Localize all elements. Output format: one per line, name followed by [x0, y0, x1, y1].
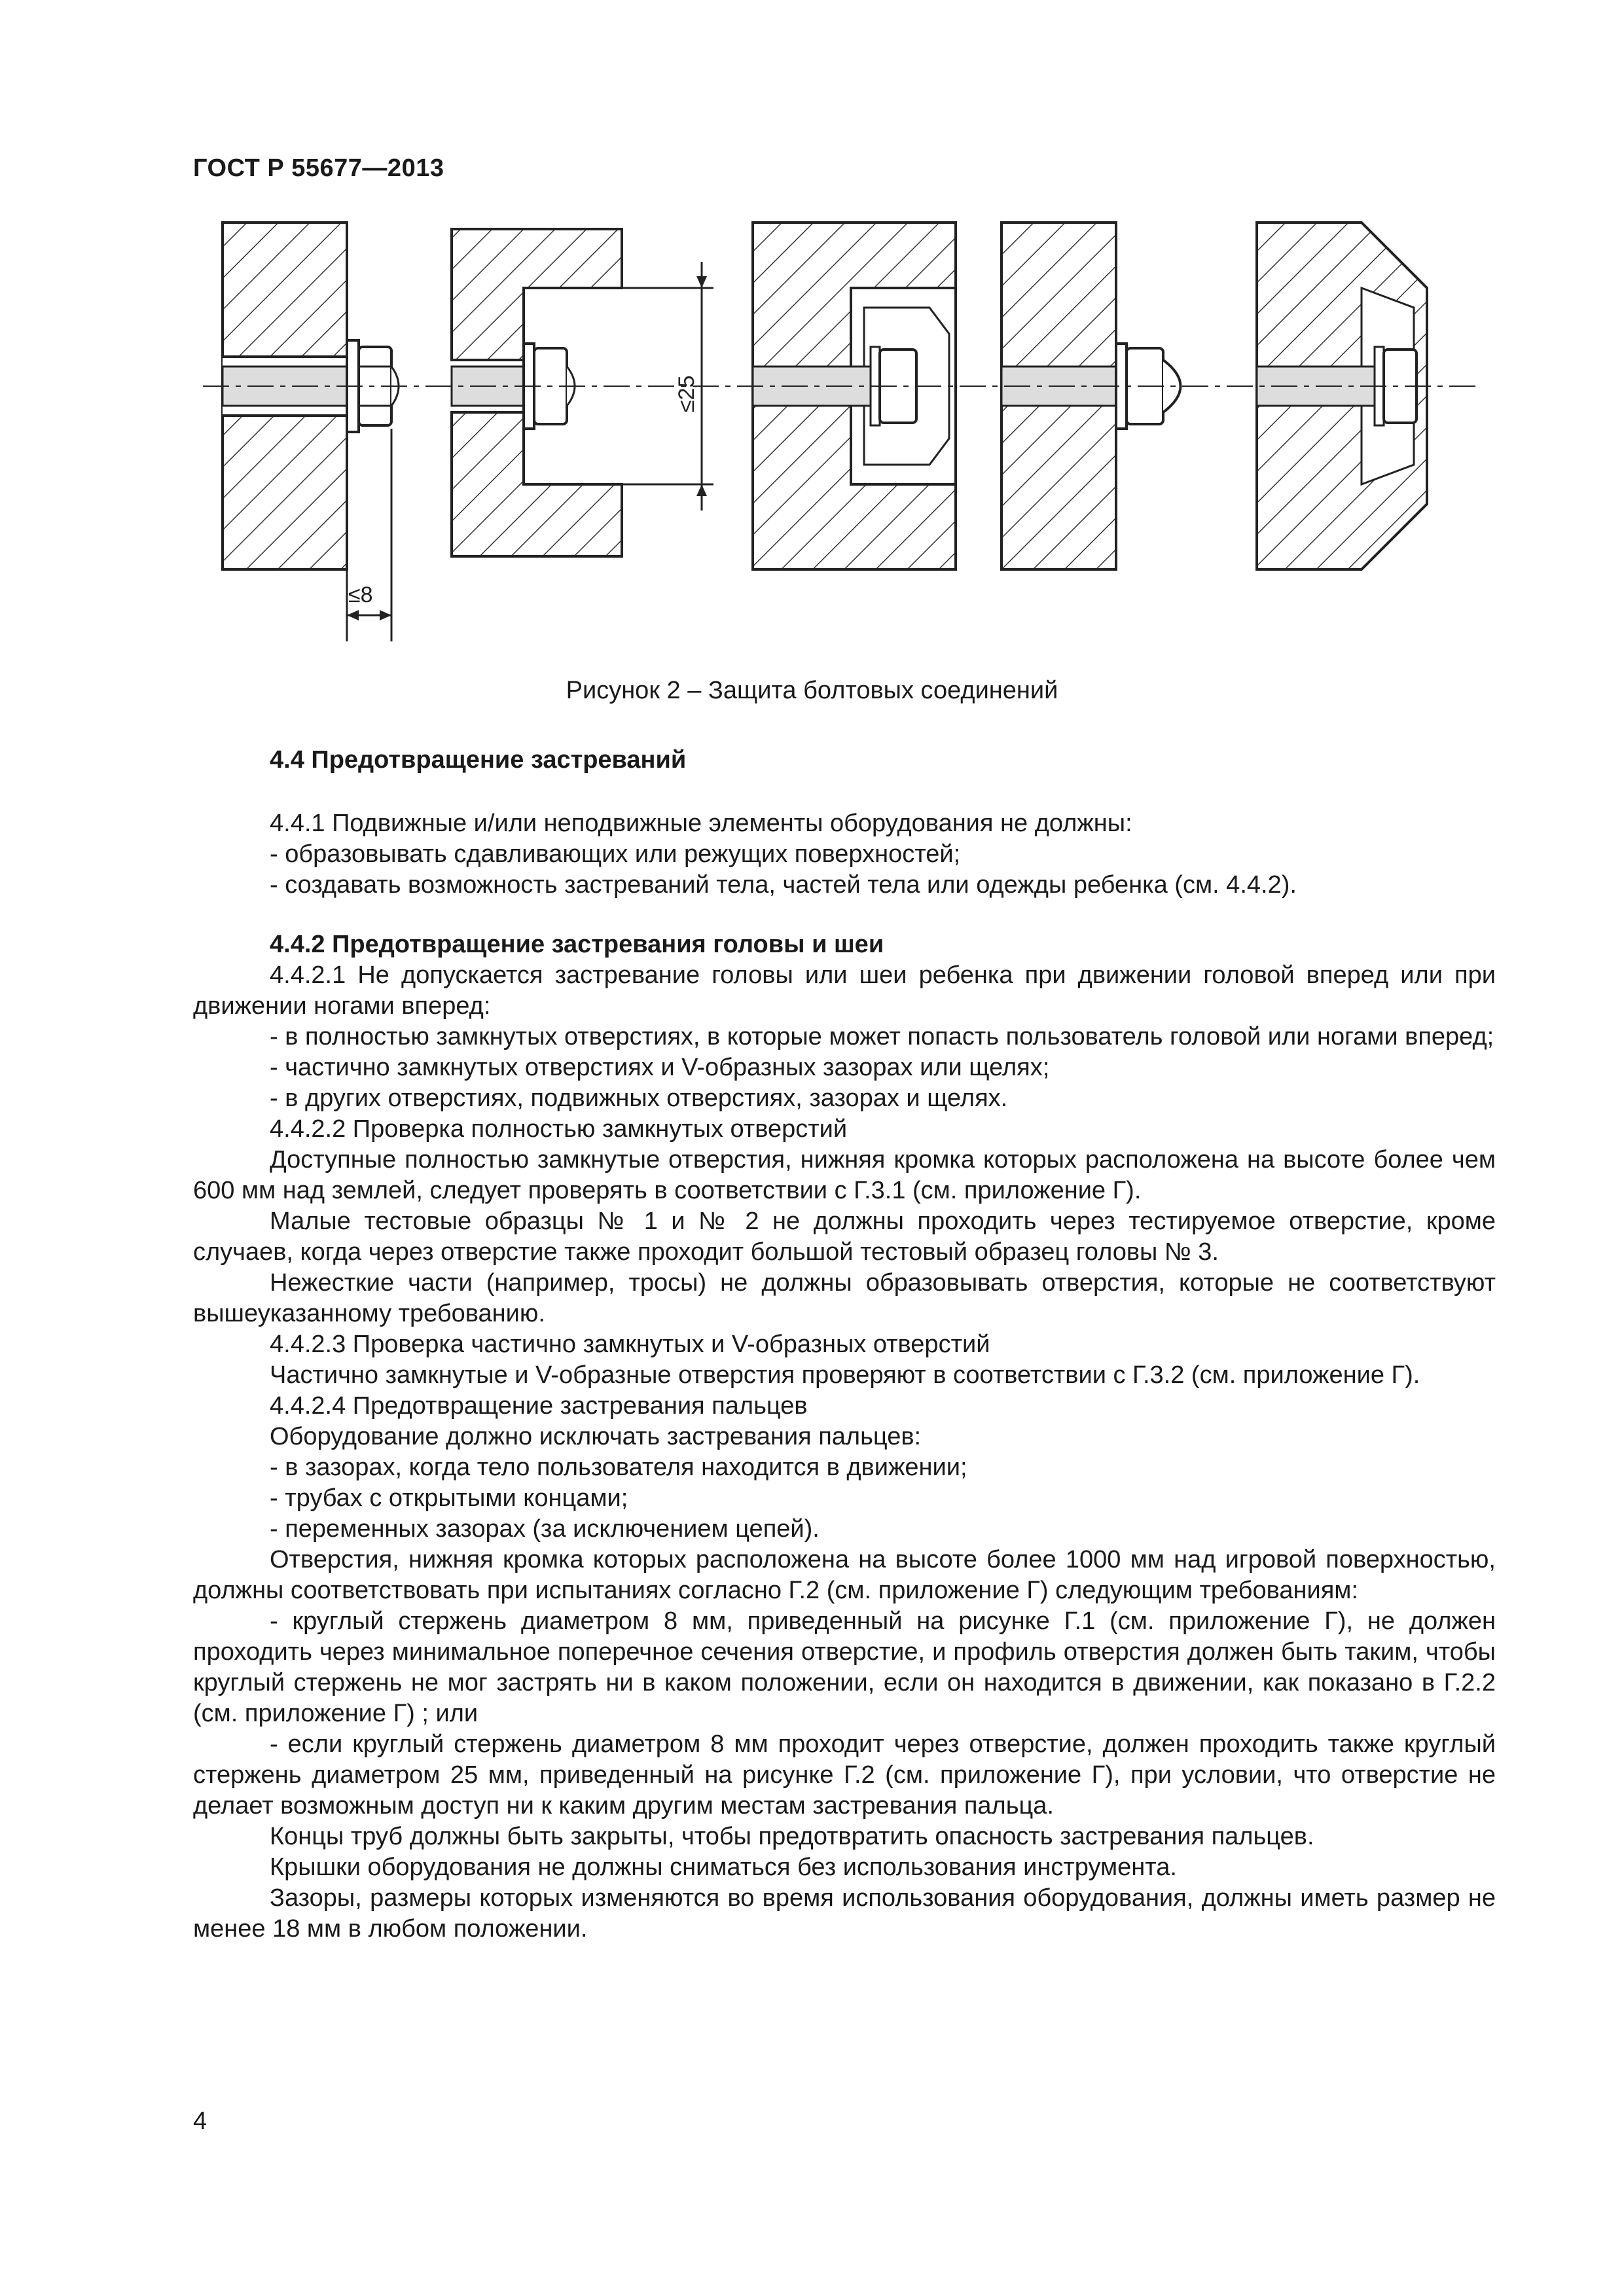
paragraph: - трубах с открытыми концами;: [270, 1484, 628, 1512]
section-4-4-2-body: [193, 929, 1496, 1945]
paragraph: Малые тестовые образцы № 1 и № 2 не должны проходить через тестируемое отверстие, кроме случаев, когда через отверстие также проходит большой тестовый образец головы № 3.: [193, 1208, 1496, 1266]
paragraph: - в полностью замкнутых отверстиях, в которые может попасть пользователь головой или ногами вперед;: [270, 1023, 1494, 1050]
paragraph: Нежесткие части (например, тросы) не должны образовывать отверстия, которые не соответствуют вышеуказанному требованию.: [193, 1269, 1496, 1327]
paragraph: - создавать возможность застреваний тела, частей тела или одежды ребенка (см. 4.4.2).: [270, 871, 1297, 899]
dim-label-middle: ≤25: [674, 375, 699, 412]
paragraph: Зазоры, размеры которых изменяются во время использования оборудования, должны иметь размер не менее 18 мм в любом положении.: [193, 1884, 1496, 1943]
paragraph: 4.4.2.4 Предотвращение застревания пальцев: [270, 1392, 808, 1420]
document-header: ГОСТ Р 55677—2013: [193, 154, 444, 182]
paragraph: - в других отверстиях, подвижных отверстиях, зазорах и щелях.: [270, 1085, 1008, 1112]
bolt-panel-2: [452, 229, 713, 556]
bolt-panel-1: [223, 223, 399, 641]
paragraph: - круглый стержень диаметром 8 мм, приведенный на рисунке Г.1 (см. приложение Г), не должен проходить через минимальное поперечное сечения отверстие, и профиль отверстия должен быть таким, чтобы круглый стержень не мог застрять ни в каком положении, если он находится в движении, как показано в Г.2.2 (см. приложение Г) ; или: [193, 1607, 1496, 1727]
paragraph: 4.4.2.2 Проверка полностью замкнутых отверстий: [270, 1115, 848, 1143]
paragraph: 4.4.2.3 Проверка частично замкнутых и V-образных отверстий: [270, 1331, 990, 1358]
paragraph: Отверстия, нижняя кромка которых расположена на высоте более 1000 мм над игровой поверхностью, должны соответствовать при испытаниях согласно Г.2 (см. приложение Г) следующим требованиям:: [193, 1546, 1496, 1604]
figure-caption: Рисунок 2 – Защита болтовых соединений: [566, 677, 1058, 704]
bolt-panel-5: [1257, 223, 1427, 569]
bolt-panel-3: [753, 223, 956, 569]
paragraph: 4.4.2.1 Не допускается застревание головы или шеи ребенка при движении головой вперед или при движении ногами вперед:: [193, 961, 1496, 1020]
paragraph: - если круглый стержень диаметром 8 мм проходит через отверстие, должен проходить также круглый стержень диаметром 25 мм, приведенный на рисунке Г.2 (см. приложение Г), при условии, что отверстие не делает возможным доступ ни к каким другим местам застревания пальца.: [193, 1731, 1496, 1820]
paragraph: Крышки оборудования не должны сниматься без использования инструмента.: [270, 1854, 1177, 1881]
section-heading-4-4: 4.4 Предотвращение застреваний: [270, 746, 687, 774]
paragraph: 4.4.1 Подвижные и/или неподвижные элементы оборудования не должны:: [270, 810, 1132, 837]
paragraph: Концы труб должны быть закрыты, чтобы предотвратить опасность застревания пальцев.: [270, 1823, 1314, 1850]
paragraph: Доступные полностью замкнутые отверстия, нижняя кромка которых расположена на высоте более чем 600 мм над землей, следует проверять в соответствии с Г.3.1 (см. приложение Г).: [193, 1146, 1496, 1204]
paragraph: Оборудование должно исключать застревания пальцев:: [270, 1423, 922, 1450]
figure-bolt-protection: [196, 209, 1492, 655]
paragraph: - переменных зазорах (за исключением цепей).: [270, 1515, 820, 1543]
bolt-panel-4: [1001, 223, 1181, 569]
bolt-connections-drawing: [196, 209, 1492, 655]
page-number: 4: [193, 2108, 208, 2135]
section-4-4-body: [193, 808, 1496, 901]
paragraph: - в зазорах, когда тело пользователя находится в движении;: [270, 1454, 967, 1481]
paragraph: Частично замкнутые и V-образные отверстия проверяют в соответствии с Г.3.2 (см. приложение Г).: [270, 1361, 1420, 1389]
paragraph: - частично замкнутых отверстиях и V-образных зазорах или щелях;: [270, 1054, 1050, 1081]
paragraph: - образовывать сдавливающих или режущих поверхностей;: [270, 840, 961, 868]
section-heading-4-4-2: 4.4.2 Предотвращение застревания головы и шеи: [270, 931, 884, 958]
dim-label-left: ≤8: [348, 583, 373, 607]
